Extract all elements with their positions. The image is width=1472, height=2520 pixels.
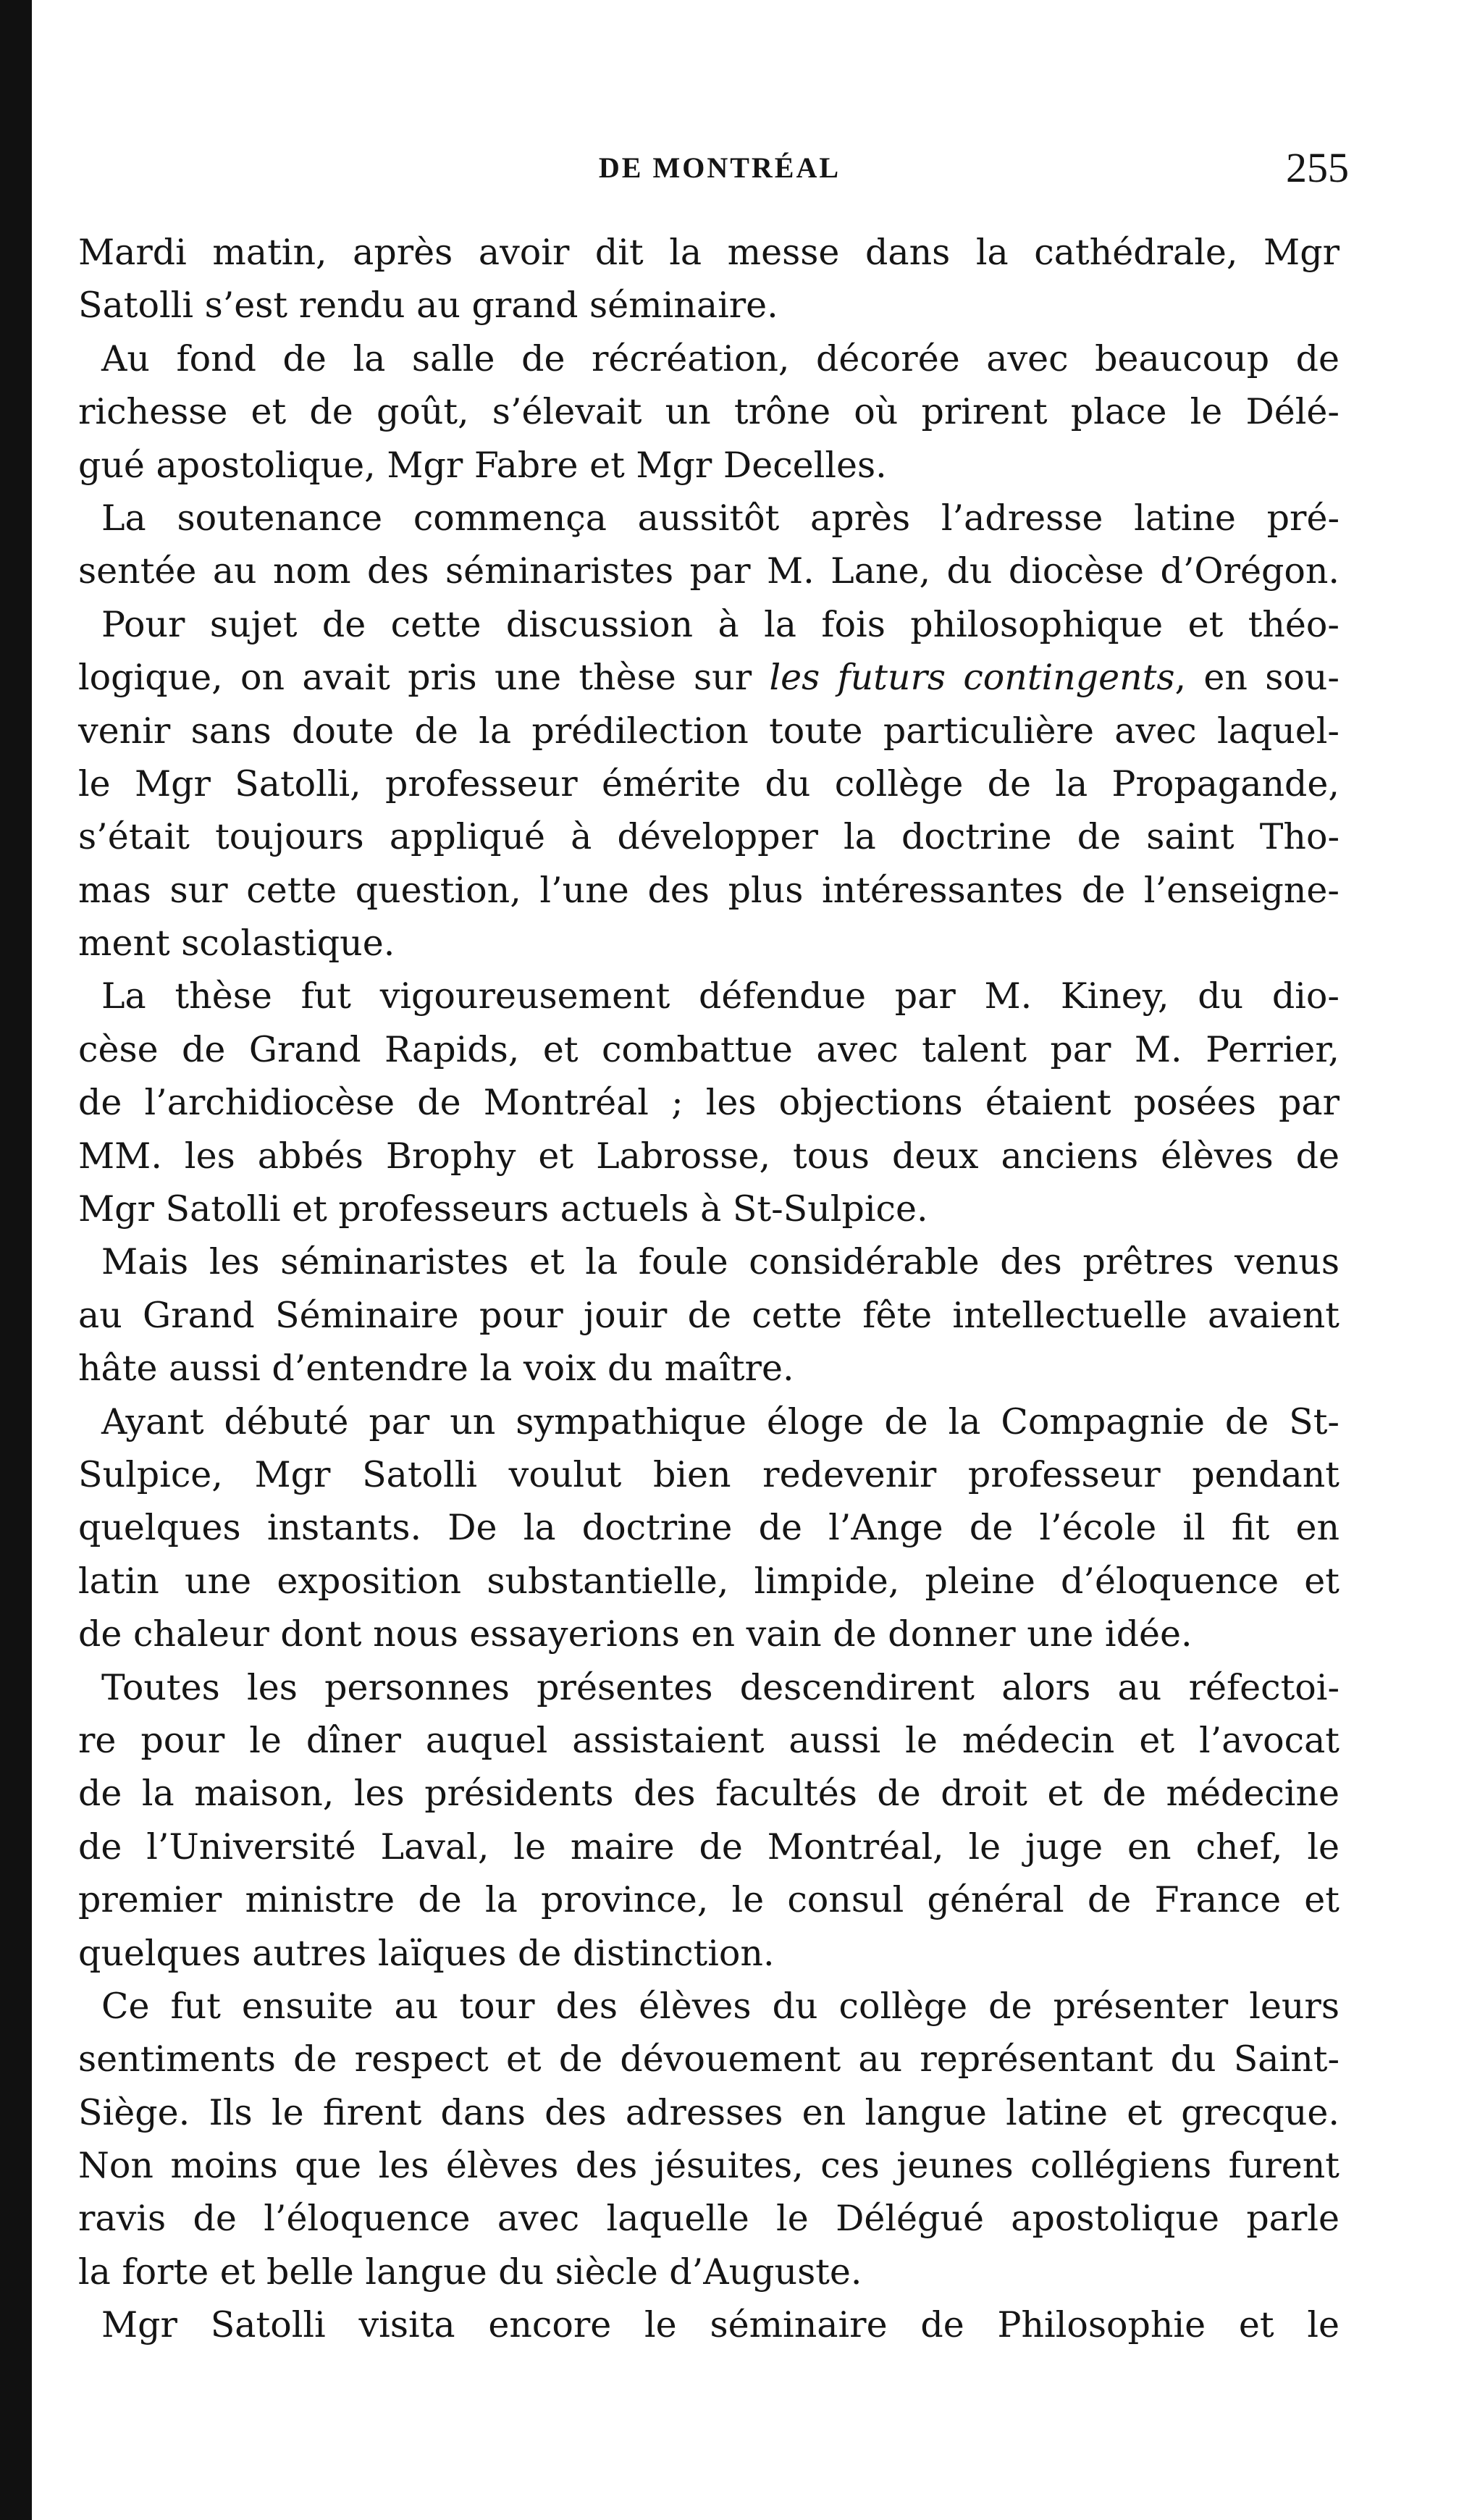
text-line: richesse et de goût, s’élevait un trône où prirent place le Délé- bbox=[78, 391, 1339, 433]
text-line: Ayant débuté par un sympathique éloge de la Compagnie de St- bbox=[101, 1400, 1339, 1442]
page-header bbox=[91, 144, 1349, 201]
text-line: s’était toujours appliqué à développer la doctrine de saint Tho- bbox=[78, 816, 1339, 858]
text-segment: , en sou- bbox=[1174, 657, 1339, 699]
text-line: Au fond de la salle de récréation, décorée avec beaucoup de bbox=[101, 337, 1339, 379]
text-line: de l’Université Laval, le maire de Montréal, le juge en chef, le bbox=[78, 1826, 1339, 1868]
text-line: sentée au nom des séminaristes par M. Lane, du diocèse d’Orégon. bbox=[78, 550, 1339, 592]
text-line: de l’archidiocèse de Montréal ; les objections étaient posées par bbox=[78, 1082, 1339, 1124]
text-line: Mgr Satolli et professeurs actuels à St-Sulpice. bbox=[78, 1188, 928, 1230]
body-text bbox=[78, 226, 1339, 2352]
italic-title: les futurs contingents bbox=[769, 657, 1175, 699]
text-line: sentiments de respect et de dévouement au représentant du Saint- bbox=[78, 2038, 1339, 2080]
text-line: quelques autres laïques de distinction. bbox=[78, 1932, 775, 1974]
text-line: gué apostolique, Mgr Fabre et Mgr Decelles. bbox=[78, 444, 887, 486]
text-line: premier ministre de la province, le consul général de France et bbox=[78, 1879, 1339, 1921]
text-line: de la maison, les présidents des facultés de droit et de médecine bbox=[78, 1773, 1339, 1815]
text-line: latin une exposition substantielle, limpide, pleine d’éloquence et bbox=[78, 1560, 1339, 1602]
text-line: Ce fut ensuite au tour des élèves du collège de présenter leurs bbox=[101, 1985, 1339, 2027]
text-line: La thèse fut vigoureusement défendue par M. Kiney, du dio- bbox=[101, 975, 1339, 1017]
text-line: quelques instants. De la doctrine de l’Ange de l’école il fit en bbox=[78, 1507, 1339, 1549]
text-line: Toutes les personnes présentes descendirent alors au réfectoi- bbox=[101, 1666, 1339, 1708]
text-line: MM. les abbés Brophy et Labrosse, tous deux anciens élèves de bbox=[78, 1135, 1339, 1177]
text-line: Satolli s’est rendu au grand séminaire. bbox=[78, 285, 778, 327]
text-line: re pour le dîner auquel assistaient aussi le médecin et l’avocat bbox=[78, 1719, 1339, 1761]
text-line: La soutenance commença aussitôt après l’adresse latine pré- bbox=[101, 497, 1339, 539]
text-line: Sulpice, Mgr Satolli voulut bien redevenir professeur pendant bbox=[78, 1453, 1339, 1495]
text-line: ravis de l’éloquence avec laquelle le Délégué apostolique parle bbox=[78, 2198, 1339, 2240]
text-segment: logique, on avait pris une thèse sur bbox=[78, 657, 770, 699]
page-binding-edge bbox=[0, 0, 32, 2520]
text-line bbox=[78, 651, 1339, 704]
text-line: Siège. Ils le firent dans des adresses en langue latine et grecque. bbox=[78, 2091, 1339, 2133]
text-line: mas sur cette question, l’une des plus intéressantes de l’enseigne- bbox=[78, 869, 1339, 911]
text-line: hâte aussi d’entendre la voix du maître. bbox=[78, 1348, 794, 1390]
text-line: Mgr Satolli visita encore le séminaire de Philosophie et le bbox=[101, 2304, 1339, 2346]
text-line: au Grand Séminaire pour jouir de cette fête intellectuelle avaient bbox=[78, 1294, 1339, 1336]
text-line: Non moins que les élèves des jésuites, ces jeunes collégiens furent bbox=[78, 2145, 1339, 2187]
running-title: DE MONTRÉAL bbox=[598, 151, 841, 184]
page-number: 255 bbox=[1286, 144, 1349, 191]
text-line: ment scolastique. bbox=[78, 923, 395, 965]
text-line: Mais les séminaristes et la foule considérable des prêtres venus bbox=[101, 1241, 1339, 1283]
text-line: Pour sujet de cette discussion à la fois philosophique et théo- bbox=[101, 603, 1339, 645]
text-line: Mardi matin, après avoir dit la messe dans la cathédrale, Mgr bbox=[78, 232, 1339, 273]
text-line: le Mgr Satolli, professeur émérite du collège de la Propagande, bbox=[78, 763, 1339, 805]
text-line: venir sans doute de la prédilection toute particulière avec laquel- bbox=[78, 710, 1339, 752]
text-line: la forte et belle langue du siècle d’Auguste. bbox=[78, 2251, 862, 2293]
text-line: de chaleur dont nous essayerions en vain de donner une idée. bbox=[78, 1613, 1193, 1655]
text-line: cèse de Grand Rapids, et combattue avec talent par M. Perrier, bbox=[78, 1028, 1339, 1070]
